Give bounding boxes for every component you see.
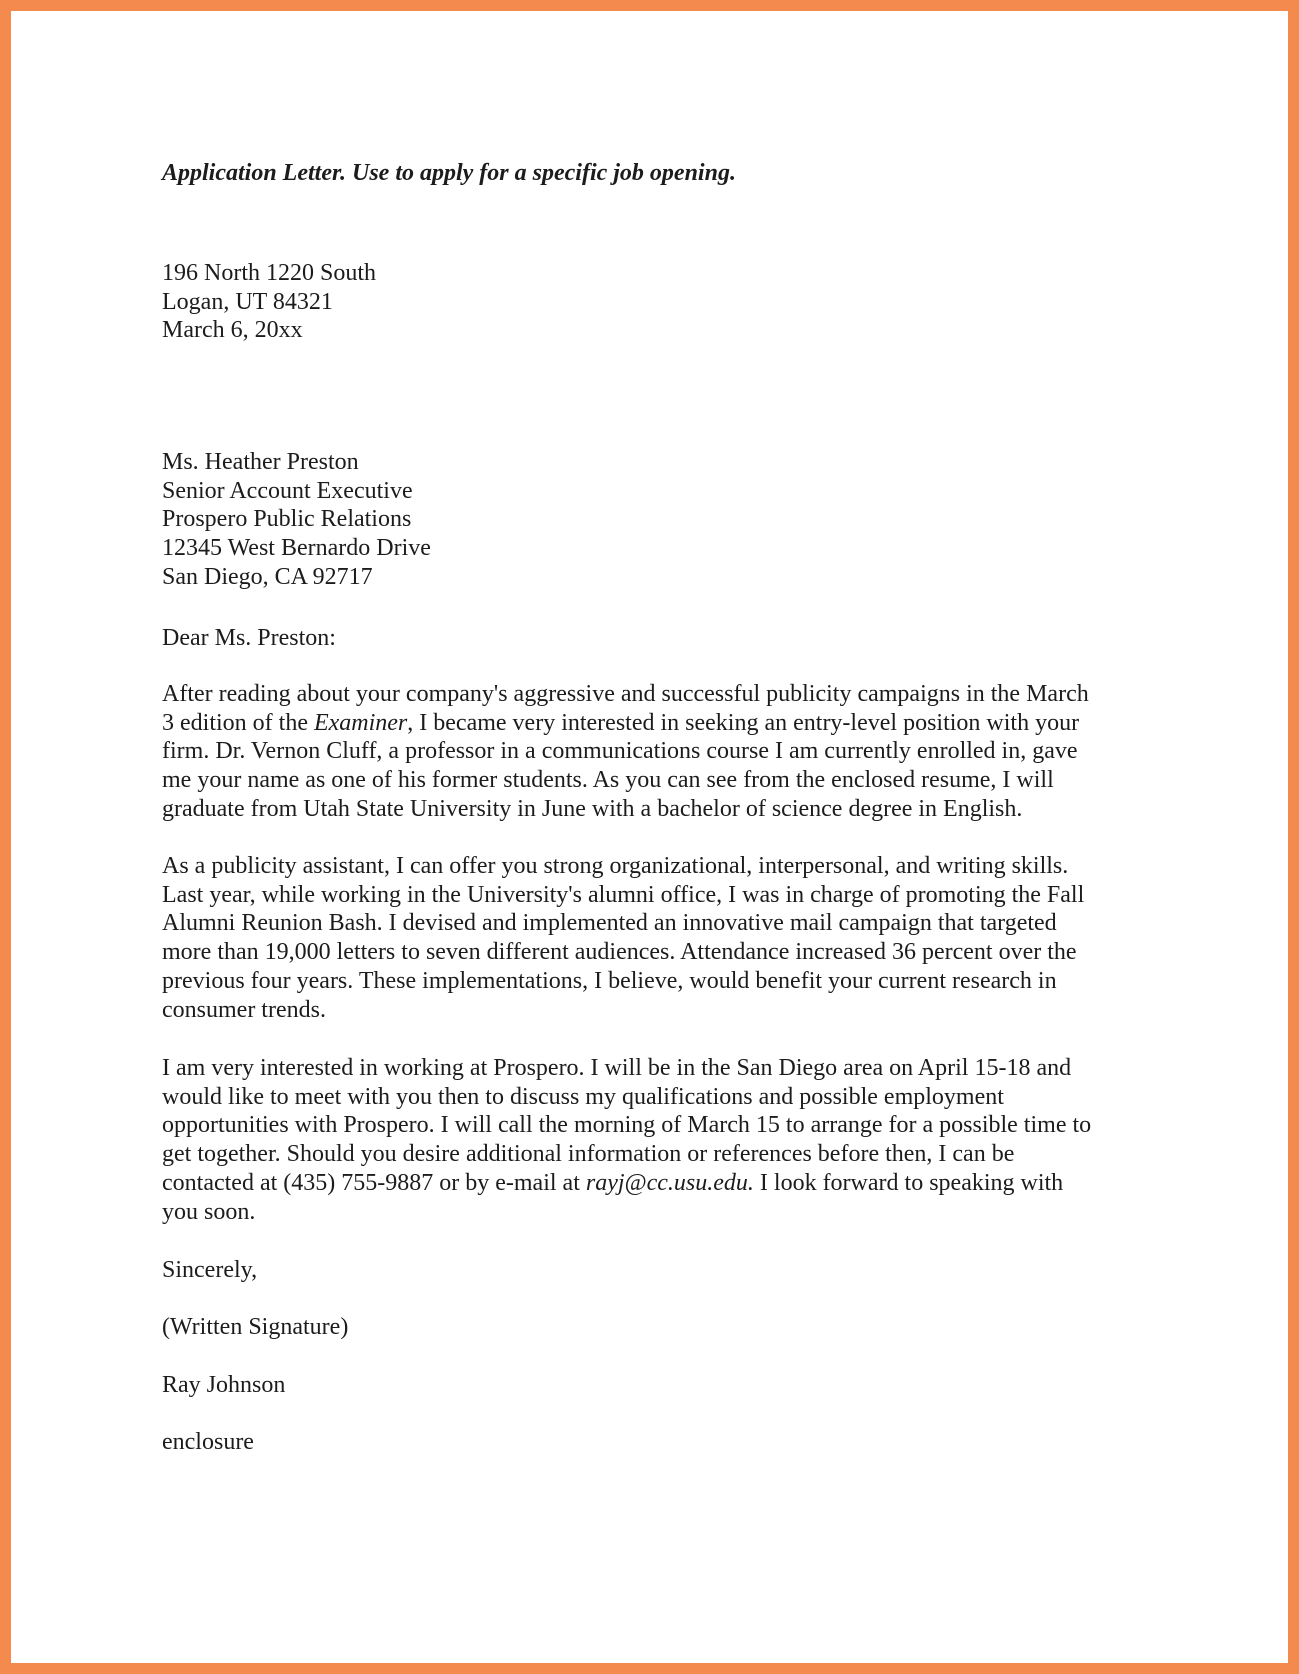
paragraph-2 [162, 852, 1152, 1024]
letter-heading: Application Letter. Use to apply for a specific job opening. [162, 160, 736, 186]
paragraph-3-line: would like to meet with you then to discuss my qualifications and possible employment [162, 1083, 1004, 1110]
recipient-address [162, 448, 431, 592]
paragraph-2-line: Last year, while working in the University's alumni office, I was in charge of promoting the Fall [162, 881, 1085, 908]
paragraph-3 [162, 1054, 1152, 1226]
text-run: , I became very interested in seeking an entry-level position with your [407, 709, 1080, 736]
paragraph-1-line: me your name as one of his former students. As you can see from the enclosed resume, I will [162, 767, 1054, 794]
paragraph-2-line: Alumni Reunion Bash. I devised and implemented an innovative mail campaign that targeted [162, 910, 1057, 937]
text-run: I look forward to speaking with [753, 1169, 1064, 1196]
paragraph-3-line: you soon. [162, 1198, 256, 1225]
paragraph-1-line: graduate from Utah State University in June with a bachelor of science degree in English. [162, 795, 1023, 822]
paragraph-1-line: After reading about your company's aggressive and successful publicity campaigns in the March [162, 681, 1089, 707]
paragraph-1-line [162, 709, 1152, 738]
signer-name: Ray Johnson [162, 1372, 286, 1398]
paragraph-3-line [162, 1169, 1152, 1198]
recipient-title: Senior Account Executive [162, 477, 413, 504]
sender-address [162, 259, 376, 345]
text-run: 3 edition of the [162, 709, 314, 736]
paragraph-2-line: more than 19,000 letters to seven different audiences. Attendance increased 36 percent over the [162, 939, 1077, 966]
paragraph-3-line: I am very interested in working at Prospero. I will be in the San Diego area on April 15-18 and [162, 1055, 1072, 1081]
enclosure-note: enclosure [162, 1429, 254, 1455]
recipient-city: San Diego, CA 92717 [162, 563, 373, 590]
email-address: rayj@cc.usu.edu. [585, 1169, 754, 1196]
recipient-company: Prospero Public Relations [162, 506, 412, 533]
paragraph-1-line: firm. Dr. Vernon Cluff, a professor in a communications course I am currently enrolled in, gave [162, 738, 1078, 765]
sender-city: Logan, UT 84321 [162, 288, 333, 315]
paragraph-3-line: get together. Should you desire additional information or references before then, I can be [162, 1141, 1015, 1168]
paragraph-3-line: opportunities with Prospero. I will call the morning of March 15 to arrange for a possible time to [162, 1112, 1092, 1139]
publication-name: Examiner [313, 709, 408, 736]
paragraph-1 [162, 680, 1152, 824]
letter-date: March 6, 20xx [162, 317, 303, 344]
signature-placeholder: (Written Signature) [162, 1314, 349, 1340]
closing: Sincerely, [162, 1257, 258, 1283]
salutation: Dear Ms. Preston: [162, 625, 336, 651]
paragraph-2-line: previous four years. These implementations, I believe, would benefit your current research in [162, 967, 1057, 994]
recipient-street: 12345 West Bernardo Drive [162, 535, 431, 562]
sender-street: 196 North 1220 South [162, 260, 377, 286]
text-run: contacted at (435) 755-9887 or by e-mail at [162, 1169, 586, 1196]
paragraph-2-line: As a publicity assistant, I can offer you strong organizational, interpersonal, and writing skills. [162, 853, 1069, 879]
recipient-name: Ms. Heather Preston [162, 449, 359, 475]
paragraph-2-line: consumer trends. [162, 996, 326, 1023]
